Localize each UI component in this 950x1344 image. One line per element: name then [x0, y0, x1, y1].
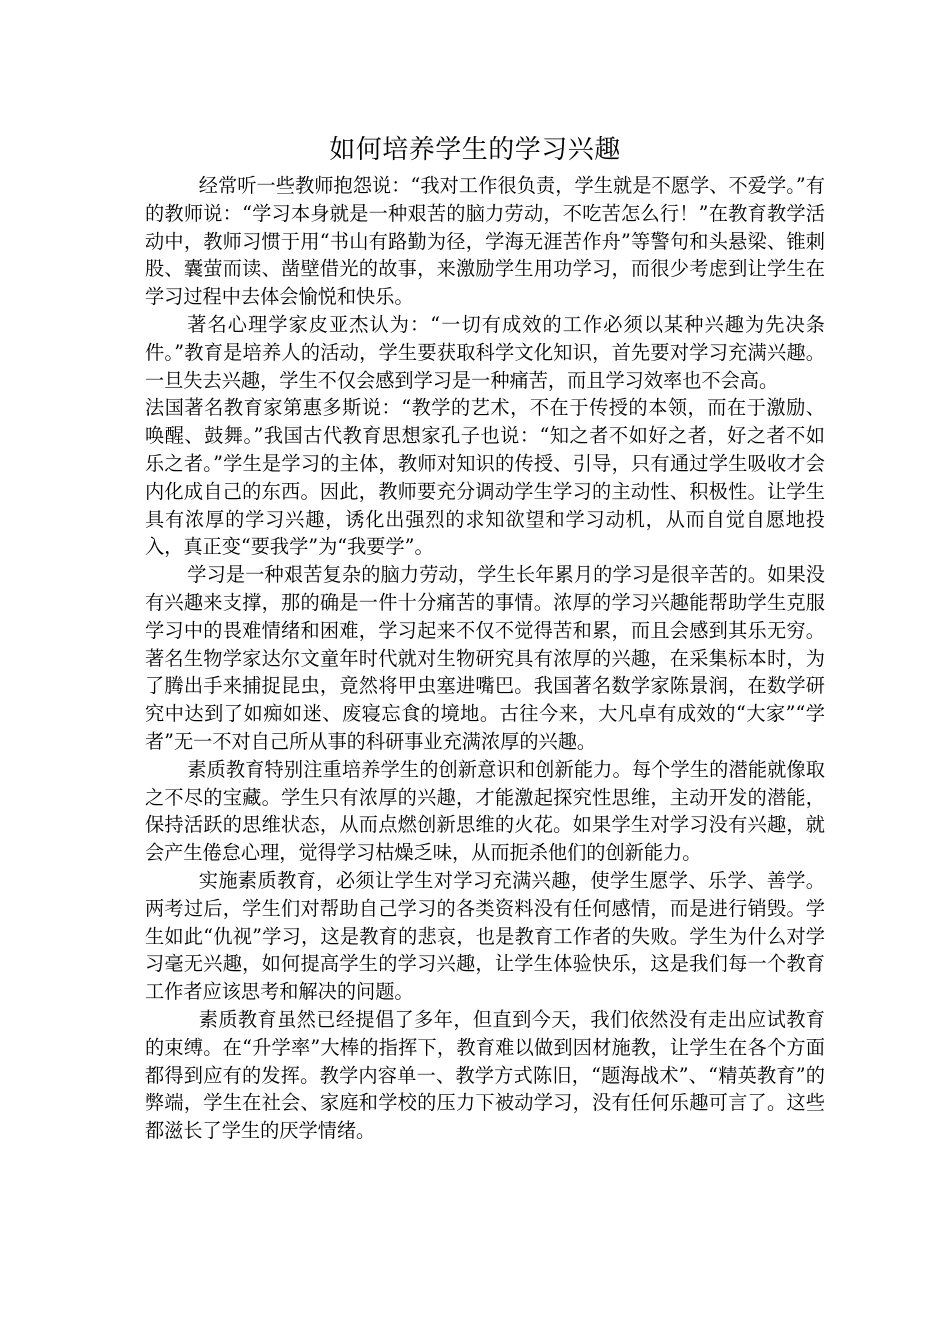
paragraph-4: 学习是一种艰苦复杂的脑力劳动，学生长年累月的学习是很辛苦的。如果没有兴趣来支撑，那的确是一件十分痛苦的事情。浓厚的学习兴趣能帮助学生克服学习中的畏难情绪和困难，学习起来不仅不觉得苦和累，而且会感到其乐无穷。著名生物学家达尔文童年时代就对生物研究具有浓厚的兴趣，在采集标本时，为了腾出手来捕捉昆虫，竟然将甲虫塞进嘴巴。我国著名数学家陈景润，在数学研究中达到了如痴如迷、废寝忘食的境地。古往今来，大凡卓有成效的“大家”“学者”无一不对自己所从事的科研事业充满浓厚的兴趣。	[145, 563, 825, 753]
document-title: 如何培养学生的学习兴趣	[329, 135, 621, 165]
paragraph-2: 著名心理学家皮亚杰认为：“一切有成效的工作必须以某种兴趣为先决条件。”教育是培养人的活动，学生要获取科学文化知识，首先要对学习充满兴趣。一旦失去兴趣，学生不仅会感到学习是一种痛苦，而且学习效率也不会高。	[145, 312, 825, 392]
paragraph-5: 素质教育特别注重培养学生的创新意识和创新能力。每个学生的潜能就像取之不尽的宝藏。学生只有浓厚的兴趣，才能激起探究性思维，主动开发的潜能，保持活跃的思维状态，从而点燃创新思维的火花。如果学生对学习没有兴趣，就会产生倦怠心理，觉得学习枯燥乏味，从而扼杀他们的创新能力。	[145, 757, 825, 865]
document-body	[145, 172, 825, 1145]
paragraph-7: 素质教育虽然已经提倡了多年，但直到今天，我们依然没有走出应试教育的束缚。在“升学率”大棒的指挥下，教育难以做到因材施教，让学生在各个方面都得到应有的发挥。教学内容单一、教学方式陈旧，“题海战术”、“精英教育”的弊端，学生在社会、家庭和学校的压力下被动学习，没有任何乐趣可言了。这些都滋长了学生的厌学情绪。	[145, 1007, 825, 1143]
paragraph-1: 经常听一些教师抱怨说：“我对工作很负责，学生就是不愿学、不爱学。”有的教师说：“学习本身就是一种艰苦的脑力劳动，不吃苦怎么行！”在教育教学活动中，教师习惯于用“书山有路勤为径，学海无涯苦作舟”等警句和头悬梁、锥刺股、囊萤而读、凿壁借光的故事，来激励学生用功学习，而很少考虑到让学生在学习过程中去体会愉悦和快乐。	[145, 174, 825, 309]
paragraph-6: 实施素质教育，必须让学生对学习充满兴趣，使学生愿学、乐学、善学。两考过后，学生们对帮助自己学习的各类资料没有任何感情，而是进行销毁。学生如此“仇视”学习，这是教育的悲哀，也是教育工作者的失败。学生为什么对学习毫无兴趣，如何提高学生的学习兴趣，让学生体验快乐，这是我们每一个教育工作者应该思考和解决的问题。	[145, 868, 825, 1004]
paragraph-3: 法国著名教育家第惠多斯说：“教学的艺术，不在于传授的本领，而在于激励、唤醒、鼓舞。”我国古代教育思想家孔子也说：“知之者不如好之者，好之者不如乐之者。”学生是学习的主体，教师对知识的传授、引导，只有通过学生吸收才会内化成自己的东西。因此，教师要充分调动学生学习的主动性、积极性。让学生具有浓厚的学习兴趣，诱化出强烈的求知欲望和学习动机，从而自觉自愿地投入，真正变“要我学”为“我要学”。	[145, 396, 825, 559]
